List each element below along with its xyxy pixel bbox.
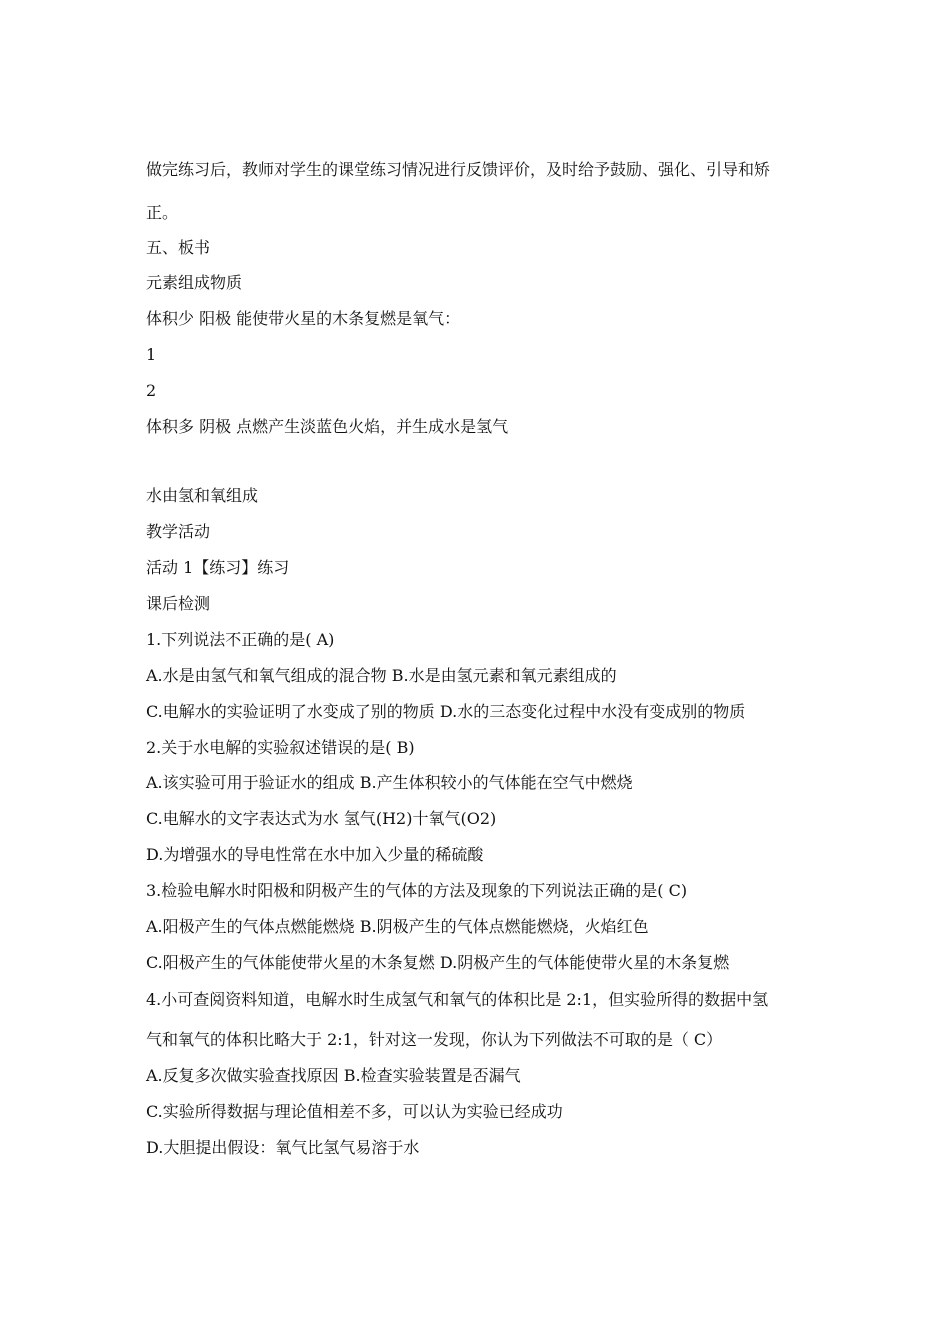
text-line: 1	[146, 345, 157, 364]
option-line: A.该实验可用于验证水的组成 B.产生体积较小的气体能在空气中燃烧	[146, 773, 633, 792]
text-line: 正。	[146, 203, 179, 222]
option-line: A.反复多次做实验查找原因 B.检查实验装置是否漏气	[146, 1066, 521, 1085]
option-line: C.电解水的文字表达式为水 氢气(H2)十氧气(O2)	[146, 809, 497, 828]
text-line: 体积多 阴极 点燃产生淡蓝色火焰，并生成水是氢气	[146, 417, 509, 436]
text-line: 活动 1【练习】练习	[146, 558, 290, 577]
question-line: 1.下列说法不正确的是( A)	[146, 630, 335, 649]
section-heading: 教学活动	[146, 522, 211, 541]
option-line: D.大胆提出假设：氧气比氢气易溶于水	[146, 1138, 420, 1157]
option-line: C.电解水的实验证明了水变成了别的物质 D.水的三态变化过程中水没有变成别的物质	[146, 702, 746, 721]
text-line: 2	[146, 381, 157, 400]
question-line: 3.检验电解水时阳极和阴极产生的气体的方法及现象的下列说法正确的是( C)	[146, 881, 688, 900]
section-heading: 课后检测	[146, 594, 211, 613]
option-line: A.水是由氢气和氧气组成的混合物 B.水是由氢元素和氧元素组成的	[146, 666, 617, 685]
text-line: 水由氢和氧组成	[146, 486, 259, 505]
text-line: 元素组成物质	[146, 273, 243, 292]
text-line: 做完练习后，教师对学生的课堂练习情况进行反馈评价，及时给予鼓励、强化、引导和矫	[146, 160, 771, 179]
question-line: 4.小可查阅资料知道，电解水时生成氢气和氧气的体积比是 2:1，但实验所得的数据中氢	[146, 990, 769, 1009]
section-heading: 五、板书	[146, 238, 211, 257]
text-line: 体积少 阳极 能使带火星的木条复燃是氧气：	[146, 309, 461, 328]
question-line: 气和氧气的体积比略大于 2:1，针对这一发现，你认为下列做法不可取的是（ C）	[146, 1030, 723, 1049]
option-line: C.阳极产生的气体能使带火星的木条复燃 D.阴极产生的气体能使带火星的木条复燃	[146, 953, 730, 972]
option-line: D.为增强水的导电性常在水中加入少量的稀硫酸	[146, 845, 484, 864]
option-line: A.阳极产生的气体点燃能燃烧 B.阴极产生的气体点燃能燃烧，火焰红色	[146, 917, 649, 936]
option-line: C.实验所得数据与理论值相差不多，可以认为实验已经成功	[146, 1102, 563, 1121]
question-line: 2.关于水电解的实验叙述错误的是( B)	[146, 738, 415, 757]
